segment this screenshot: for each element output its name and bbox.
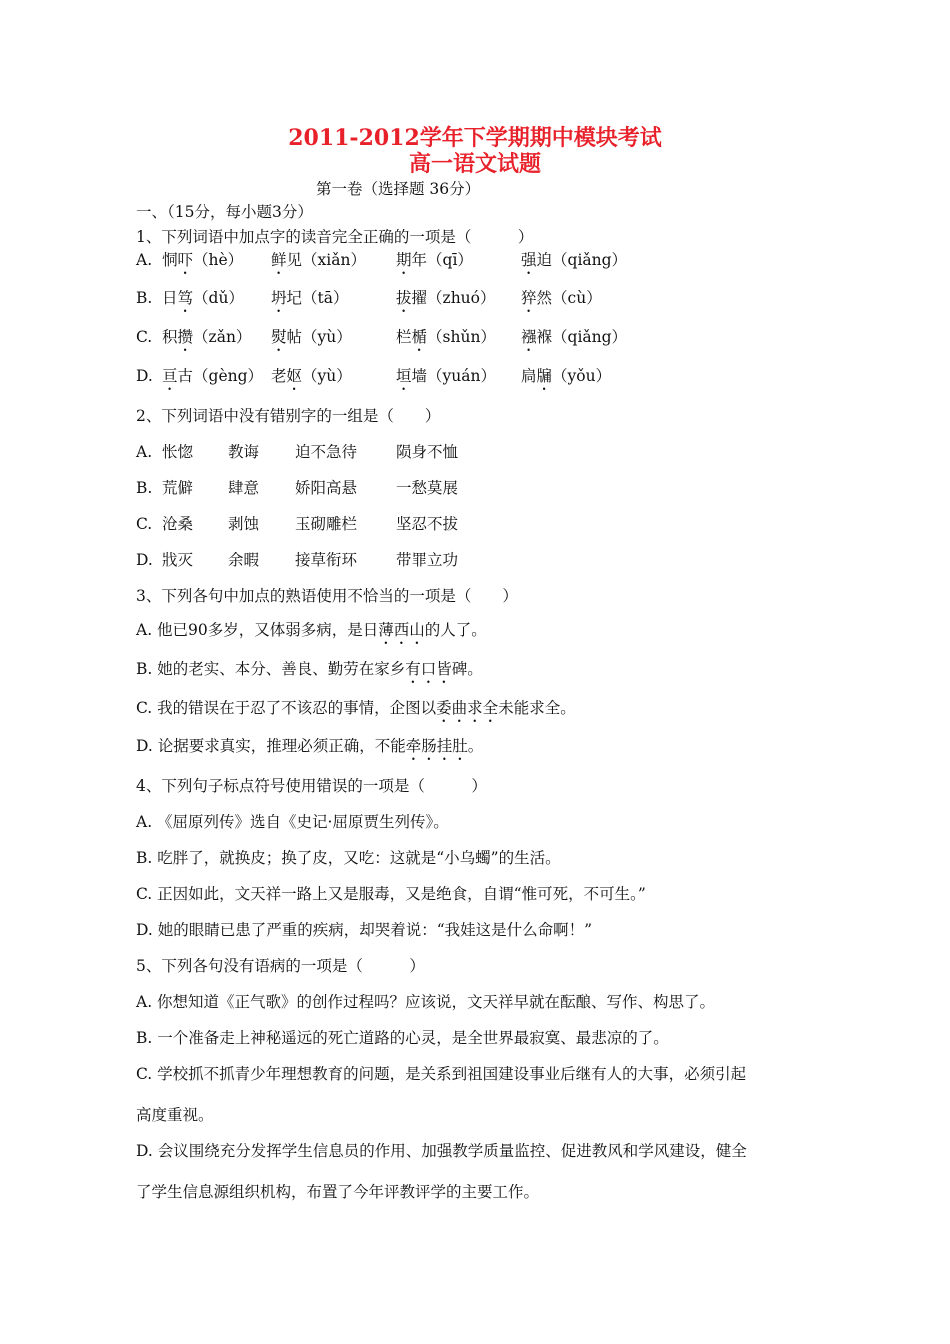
- dotted-char: 笃: [177, 289, 194, 307]
- option-label: C.: [136, 515, 153, 533]
- q4-stem: 4、下列句子标点符号使用错误的一项是（ ）: [136, 777, 487, 795]
- option-label: D.: [136, 551, 153, 569]
- q1-word: [396, 365, 496, 394]
- q2-word: 荒僻: [162, 479, 194, 497]
- q3-stem: 3、下列各句中加点的熟语使用不恰当的一项是（ ）: [136, 587, 518, 605]
- word-char: 然: [536, 289, 553, 307]
- dotted-char: 吓: [177, 251, 194, 269]
- dotted-char: 鲜: [271, 251, 287, 269]
- pinyin: （gèng）: [193, 367, 264, 385]
- pinyin: （yù）: [302, 367, 352, 385]
- section-heading: 一、（15分，每小题3分）: [136, 203, 313, 221]
- pinyin: （yuán）: [427, 367, 496, 385]
- q3-option: [136, 658, 483, 687]
- q1-word: [271, 365, 352, 394]
- word-char: 圮: [286, 289, 303, 307]
- pinyin: （dǔ）: [193, 289, 244, 307]
- option-label: A.: [136, 251, 153, 269]
- q1-word: [162, 365, 263, 394]
- word-char: 扃: [521, 367, 537, 385]
- q2-word: 坚忍不拔: [396, 515, 459, 533]
- option-text: D. 论据要求真实，推理必须正确，不能: [136, 737, 406, 755]
- q2-word: 剥蚀: [228, 515, 260, 533]
- dotted-char: 襁: [521, 328, 537, 346]
- option-text: 碑。: [451, 660, 483, 678]
- q2-word: 怅惚: [162, 443, 194, 461]
- q2-word: 陨身不恤: [396, 443, 459, 461]
- q2-word: 带罪立功: [396, 551, 459, 569]
- dotted-char: 攒: [177, 328, 194, 346]
- q5-option-c: C. 学校抓不抓青少年理想教育的问题，是关系到祖国建设事业后继有人的大事，必须引起: [136, 1065, 747, 1083]
- q2-word: 余暇: [228, 551, 260, 569]
- dotted-char: 熨: [271, 328, 287, 346]
- q2-word: 娇阳高悬: [295, 479, 358, 497]
- q1-word: [521, 287, 602, 316]
- word-char: 恫: [162, 251, 178, 269]
- q4-option-d: D. 她的眼睛已患了严重的疾病，却哭着说：“我娃这是什么命啊！”: [136, 921, 593, 939]
- option-text: A. 他已90多岁，又体弱多病，是日: [136, 621, 379, 639]
- dotted-char: 坍: [271, 289, 287, 307]
- q2-word: 肆意: [228, 479, 260, 497]
- option-label: C.: [136, 328, 153, 346]
- q3-option: [136, 697, 576, 726]
- dotted-idiom: 牵肠挂肚: [405, 737, 468, 755]
- pinyin: （yǒu）: [552, 367, 612, 385]
- word-char: 擢: [411, 289, 428, 307]
- dotted-idiom: 薄西山: [378, 621, 425, 639]
- option-text: 的人了。: [424, 621, 487, 639]
- pinyin: （zhuó）: [427, 289, 496, 307]
- q1-word: [396, 249, 473, 278]
- dotted-char: 猝: [521, 289, 537, 307]
- pinyin: （qī）: [427, 251, 473, 269]
- dotted-char: 拔: [396, 289, 412, 307]
- q2-stem: 2、下列词语中没有错别字的一组是（ ）: [136, 407, 441, 425]
- option-label: B.: [136, 289, 153, 307]
- q4-option-b: B. 吃胖了，就换皮；换了皮，又吃：这就是“小乌蠋”的生活。: [136, 849, 561, 867]
- dotted-char: 牖: [536, 367, 553, 385]
- option-label: A.: [136, 443, 153, 461]
- pinyin: （yù）: [302, 328, 352, 346]
- option-label: D.: [136, 367, 153, 385]
- exam-title: 2011-2012学年下学期期中模块考试: [288, 125, 662, 151]
- q1-word: [521, 326, 627, 355]
- q1-word: [396, 326, 496, 355]
- option-text: B. 她的老实、本分、善良、勤劳在家乡: [136, 660, 406, 678]
- pinyin: （qiǎng）: [552, 251, 628, 269]
- pinyin: （xiǎn）: [302, 251, 366, 269]
- dotted-char: 楯: [411, 328, 428, 346]
- q5-stem: 5、下列各句没有语病的一项是（ ）: [136, 957, 425, 975]
- pinyin: （shǔn）: [427, 328, 496, 346]
- dotted-char: 亘: [162, 367, 178, 385]
- q1-stem: 1、下列词语中加点字的读音完全正确的一项是（ ）: [136, 228, 534, 246]
- exam-subtitle: 高一语文试题: [408, 151, 541, 177]
- word-char: 日: [162, 289, 178, 307]
- q4-option-a: A. 《屈原列传》选自《史记·屈原贾生列传》。: [136, 813, 449, 831]
- q2-word: 戕灭: [162, 551, 194, 569]
- word-char: 帖: [286, 328, 303, 346]
- q1-word: [162, 326, 251, 355]
- q5-option-a: A. 你想知道《正气歌》的创作过程吗？应该说，文天祥早就在酝酿、写作、构思了。: [136, 993, 716, 1011]
- q1-word: [162, 287, 244, 316]
- q2-word: 教诲: [228, 443, 260, 461]
- word-char: 老: [271, 367, 287, 385]
- q1-word: [521, 249, 627, 278]
- word-char: 褓: [536, 328, 553, 346]
- q2-word: 接草衔环: [295, 551, 358, 569]
- word-char: 墙: [411, 367, 428, 385]
- dotted-char: 期: [396, 251, 412, 269]
- pinyin: （cù）: [552, 289, 602, 307]
- pinyin: （tā）: [302, 289, 349, 307]
- option-label: B.: [136, 479, 153, 497]
- word-char: 迫: [536, 251, 553, 269]
- q5-option-d: D. 会议围绕充分发挥学生信息员的作用、加强教学质量监控、促进教风和学风建设，健全: [136, 1142, 747, 1160]
- q1-word: [271, 249, 366, 278]
- q2-word: 迫不急待: [295, 443, 358, 461]
- q1-word: [162, 249, 243, 278]
- dotted-idiom: 有口皆: [405, 660, 452, 678]
- q1-word: [521, 365, 611, 394]
- word-char: 栏: [396, 328, 412, 346]
- word-char: 积: [162, 328, 178, 346]
- q5-option-c-cont: 高度重视。: [136, 1106, 214, 1124]
- q1-word: [396, 287, 496, 316]
- q4-option-c: C. 正因如此，文天祥一路上又是服毒，又是绝食，自谓“惟可死，不可生。”: [136, 885, 646, 903]
- pinyin: （hè）: [193, 251, 244, 269]
- q3-option: [136, 735, 483, 764]
- q1-word: [271, 287, 349, 316]
- pinyin: （zǎn）: [193, 328, 252, 346]
- q1-word: [271, 326, 352, 355]
- q2-word: 一愁莫展: [396, 479, 459, 497]
- q2-word: 沧桑: [162, 515, 194, 533]
- dotted-char: 强: [521, 251, 537, 269]
- option-text: 。: [467, 737, 484, 755]
- word-char: 见: [286, 251, 303, 269]
- dotted-idiom: 委曲求全: [436, 699, 499, 717]
- word-char: 古: [177, 367, 194, 385]
- dotted-char: 垣: [396, 367, 412, 385]
- q5-option-b: B. 一个准备走上神秘遥远的死亡道路的心灵，是全世界最寂寞、最悲凉的了。: [136, 1029, 669, 1047]
- dotted-char: 妪: [286, 367, 303, 385]
- option-text: 未能求全。: [498, 699, 576, 717]
- volume-heading: 第一卷（选择题 36分）: [316, 180, 481, 198]
- q3-option: [136, 619, 487, 648]
- pinyin: （qiǎng）: [552, 328, 628, 346]
- word-char: 年: [411, 251, 428, 269]
- q5-option-d-cont: 了学生信息源组织机构，布置了今年评教评学的主要工作。: [136, 1183, 540, 1201]
- q2-word: 玉砌雕栏: [295, 515, 358, 533]
- option-text: C. 我的错误在于忍了不该忍的事情，企图以: [136, 699, 437, 717]
